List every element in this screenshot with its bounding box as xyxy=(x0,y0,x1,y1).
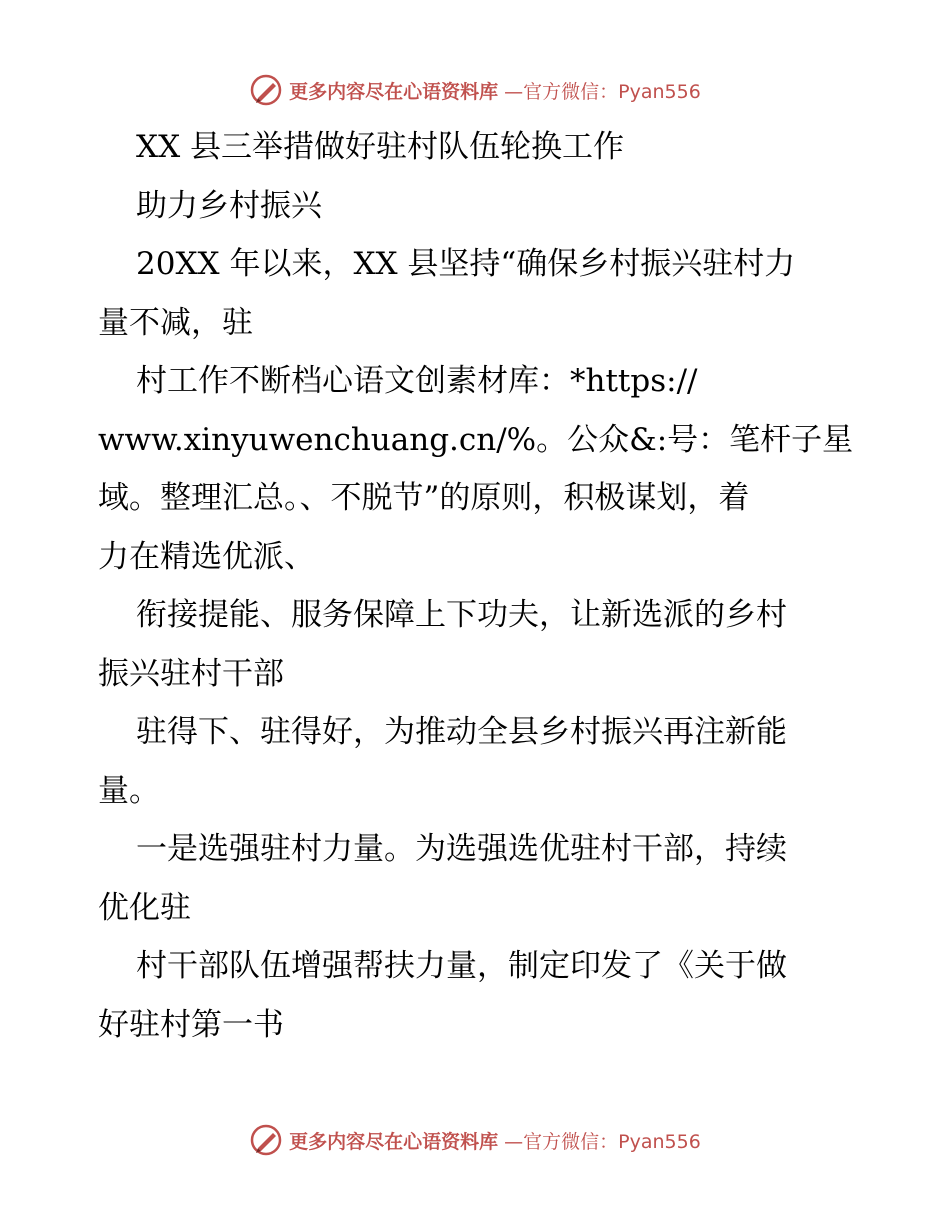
paragraph-line: 量。 xyxy=(98,772,160,809)
paragraph-line: 20XX 年以来，XX 县坚持“确保乡村振兴驻村力 xyxy=(136,246,796,282)
title-line: XX 县三举措做好驻村队伍轮换工作 xyxy=(136,129,624,165)
header-watermark-banner xyxy=(0,72,950,108)
banner-text: 更多内容尽在心语资料库 xyxy=(289,1130,499,1153)
paragraph-line: 力在精选优派、 xyxy=(98,538,315,575)
banner-account: —官方微信：Pyan556 xyxy=(504,80,701,103)
pen-logo-icon xyxy=(249,1123,283,1157)
banner-text: 更多内容尽在心语资料库 xyxy=(289,80,499,103)
footer-watermark-banner xyxy=(0,1122,950,1158)
subtitle-line: 助力乡村振兴 xyxy=(136,187,322,224)
paragraph-line: 驻得下、驻得好，为推动全县乡村振兴再注新能 xyxy=(136,714,787,750)
banner-account: —官方微信：Pyan556 xyxy=(504,1130,701,1153)
pen-logo-icon xyxy=(249,73,283,107)
paragraph-line: 衔接提能、服务保障上下功夫，让新选派的乡村 xyxy=(136,597,787,633)
paragraph-line: 村干部队伍增强帮扶力量，制定印发了《关于做 xyxy=(136,948,787,984)
document-body xyxy=(98,118,854,1054)
paragraph-line: 一是选强驻村力量。为选强选优驻村干部，持续 xyxy=(136,831,787,867)
paragraph-line: 振兴驻村干部 xyxy=(98,655,284,692)
paragraph-line: 好驻村第一书 xyxy=(98,1006,284,1043)
paragraph-line: www.xinyuwenchuang.cn/%。公众&:号：笔杆子星 xyxy=(98,421,854,458)
paragraph-line: 优化驻 xyxy=(98,889,191,926)
paragraph-line: 域。整理汇总。、不脱节”的原则，积极谋划，着 xyxy=(98,480,750,516)
paragraph-line: 村工作不断档心语文创素材库：*https:// xyxy=(136,363,698,399)
paragraph-line: 量不减，驻 xyxy=(98,304,253,341)
